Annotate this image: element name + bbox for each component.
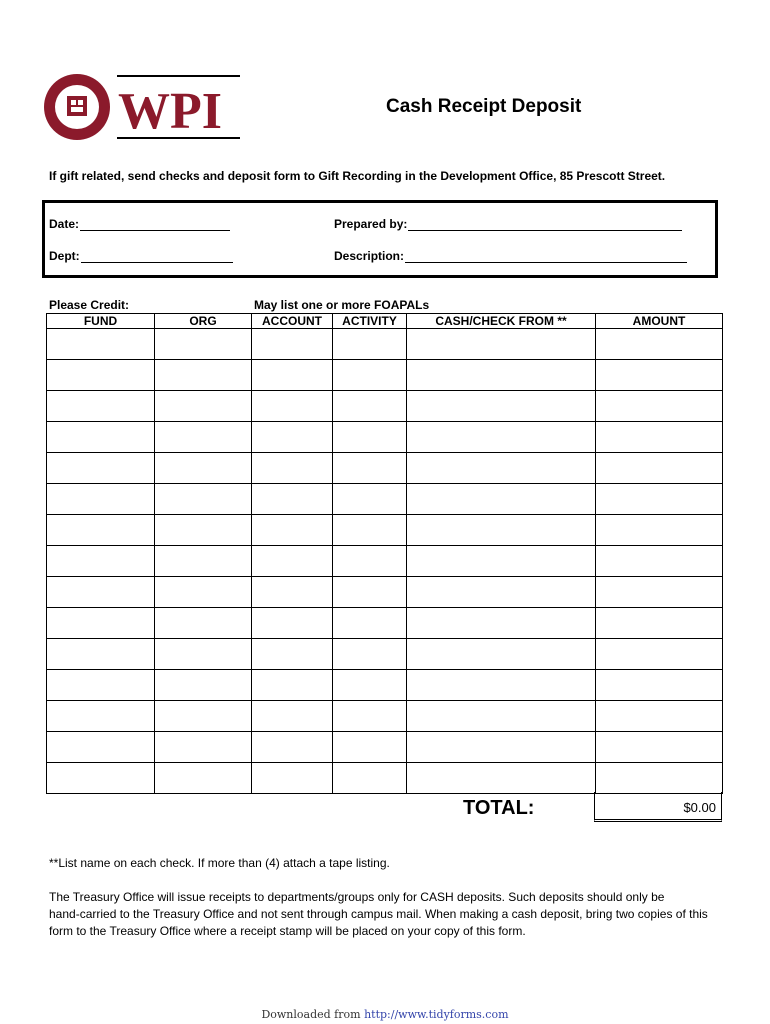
cell-amount[interactable]: [596, 608, 723, 639]
cell-fund[interactable]: [47, 577, 155, 608]
cell-fund[interactable]: [47, 639, 155, 670]
cell-amount[interactable]: [596, 546, 723, 577]
cell-account[interactable]: [252, 639, 333, 670]
cell-account[interactable]: [252, 608, 333, 639]
cell-org[interactable]: [155, 453, 252, 484]
cell-org[interactable]: [155, 639, 252, 670]
cell-amount[interactable]: [596, 577, 723, 608]
table-row: [47, 329, 723, 360]
table-row: [47, 577, 723, 608]
cell-account[interactable]: [252, 763, 333, 794]
footer-prefix: Downloaded from: [261, 1008, 365, 1021]
date-field[interactable]: [49, 217, 230, 231]
cell-org[interactable]: [155, 360, 252, 391]
col-amount: AMOUNT: [596, 314, 723, 329]
table-row: [47, 763, 723, 794]
treasury-line: The Treasury Office will issue receipts to departments/groups only for CASH deposits. Such deposits should only be: [49, 890, 665, 904]
cell-amount[interactable]: [596, 701, 723, 732]
table-row: [47, 701, 723, 732]
table-row: [47, 608, 723, 639]
cell-fund[interactable]: [47, 484, 155, 515]
cell-cash-check-from[interactable]: [407, 577, 596, 608]
prepared-by-input-line[interactable]: [408, 218, 682, 231]
cell-cash-check-from[interactable]: [407, 329, 596, 360]
cell-fund[interactable]: [47, 422, 155, 453]
col-fund: FUND: [47, 314, 155, 329]
info-box: [42, 200, 718, 278]
cell-account[interactable]: [252, 546, 333, 577]
cell-activity[interactable]: [333, 422, 407, 453]
cell-fund[interactable]: [47, 360, 155, 391]
cell-activity[interactable]: [333, 329, 407, 360]
check-note: **List name on each check. If more than (4) attach a tape listing.: [49, 856, 390, 870]
cell-cash-check-from[interactable]: [407, 360, 596, 391]
cell-cash-check-from[interactable]: [407, 453, 596, 484]
cell-account[interactable]: [252, 422, 333, 453]
dept-label: Dept:: [49, 249, 80, 263]
cell-org[interactable]: [155, 670, 252, 701]
cell-activity[interactable]: [333, 763, 407, 794]
table-row: [47, 453, 723, 484]
cell-activity[interactable]: [333, 701, 407, 732]
col-activity: ACTIVITY: [333, 314, 407, 329]
col-cash-check-from: CASH/CHECK FROM **: [407, 314, 596, 329]
cell-org[interactable]: [155, 329, 252, 360]
foapal-note: May list one or more FOAPALs: [254, 298, 430, 312]
cell-org[interactable]: [155, 763, 252, 794]
cell-cash-check-from[interactable]: [407, 422, 596, 453]
col-org: ORG: [155, 314, 252, 329]
cell-cash-check-from[interactable]: [407, 515, 596, 546]
cell-org[interactable]: [155, 608, 252, 639]
prepared-by-label: Prepared by:: [334, 217, 408, 231]
table-row: [47, 670, 723, 701]
date-input-line[interactable]: [80, 218, 230, 231]
cell-activity[interactable]: [333, 360, 407, 391]
total-value: $0.00: [594, 792, 722, 822]
cell-activity[interactable]: [333, 670, 407, 701]
cell-cash-check-from[interactable]: [407, 763, 596, 794]
cell-account[interactable]: [252, 329, 333, 360]
table-row: [47, 546, 723, 577]
cell-activity[interactable]: [333, 391, 407, 422]
cell-org[interactable]: [155, 701, 252, 732]
cell-org[interactable]: [155, 546, 252, 577]
page-title: Cash Receipt Deposit: [386, 96, 582, 117]
cell-activity[interactable]: [333, 732, 407, 763]
cell-account[interactable]: [252, 732, 333, 763]
cell-cash-check-from[interactable]: [407, 546, 596, 577]
table-row: [47, 732, 723, 763]
cell-fund[interactable]: [47, 515, 155, 546]
table-row: [47, 515, 723, 546]
cell-fund[interactable]: [47, 546, 155, 577]
cell-cash-check-from[interactable]: [407, 701, 596, 732]
cell-activity[interactable]: [333, 453, 407, 484]
cell-amount[interactable]: [596, 391, 723, 422]
cell-amount[interactable]: [596, 329, 723, 360]
description-input-line[interactable]: [405, 250, 687, 263]
description-field[interactable]: [334, 249, 687, 263]
please-credit-label: Please Credit:: [49, 298, 130, 312]
footer: [0, 1008, 770, 1021]
deposit-table: [46, 313, 723, 794]
treasury-line: form to the Treasury Office where a receipt stamp will be placed on your copy of this form.: [49, 924, 526, 938]
total-label: TOTAL:: [463, 797, 535, 819]
cell-fund[interactable]: [47, 453, 155, 484]
cell-amount[interactable]: [596, 670, 723, 701]
cell-amount[interactable]: [596, 732, 723, 763]
cell-org[interactable]: [155, 422, 252, 453]
table-row: [47, 391, 723, 422]
table-header-row: [47, 314, 723, 329]
cell-amount[interactable]: [596, 422, 723, 453]
cell-fund[interactable]: [47, 608, 155, 639]
cell-account[interactable]: [252, 515, 333, 546]
cell-org[interactable]: [155, 484, 252, 515]
description-label: Description:: [334, 249, 405, 263]
treasury-paragraph: [49, 889, 749, 940]
cell-account[interactable]: [252, 391, 333, 422]
logo-text: WPI: [118, 83, 222, 140]
cell-cash-check-from[interactable]: [407, 608, 596, 639]
table-row: [47, 639, 723, 670]
cell-amount[interactable]: [596, 515, 723, 546]
cell-fund[interactable]: [47, 763, 155, 794]
cell-fund[interactable]: [47, 391, 155, 422]
table-body: [47, 329, 723, 794]
cell-org[interactable]: [155, 577, 252, 608]
cell-account[interactable]: [252, 670, 333, 701]
footer-link[interactable]: http://www.tidyforms.com: [364, 1008, 509, 1021]
cell-account[interactable]: [252, 577, 333, 608]
wpi-logo: [42, 72, 242, 142]
cell-cash-check-from[interactable]: [407, 391, 596, 422]
cell-cash-check-from[interactable]: [407, 484, 596, 515]
table-row: [47, 360, 723, 391]
col-account: ACCOUNT: [252, 314, 333, 329]
cell-activity[interactable]: [333, 515, 407, 546]
cell-amount[interactable]: [596, 763, 723, 794]
cell-cash-check-from[interactable]: [407, 670, 596, 701]
cell-activity[interactable]: [333, 608, 407, 639]
cell-amount[interactable]: [596, 453, 723, 484]
cell-activity[interactable]: [333, 484, 407, 515]
cell-cash-check-from[interactable]: [407, 639, 596, 670]
cell-activity[interactable]: [333, 639, 407, 670]
cell-fund[interactable]: [47, 670, 155, 701]
cell-fund[interactable]: [47, 329, 155, 360]
date-label: Date:: [49, 217, 80, 231]
cell-account[interactable]: [252, 701, 333, 732]
prepared-by-field[interactable]: [334, 217, 682, 231]
cell-account[interactable]: [252, 484, 333, 515]
dept-input-line[interactable]: [81, 250, 233, 263]
cell-cash-check-from[interactable]: [407, 732, 596, 763]
gift-instructions: If gift related, send checks and deposit form to Gift Recording in the Development Office, 85 Prescott Street.: [49, 169, 666, 183]
cell-amount[interactable]: [596, 639, 723, 670]
cell-org[interactable]: [155, 732, 252, 763]
cell-org[interactable]: [155, 391, 252, 422]
cell-activity[interactable]: [333, 546, 407, 577]
cell-account[interactable]: [252, 360, 333, 391]
cell-fund[interactable]: [47, 701, 155, 732]
cell-amount[interactable]: [596, 484, 723, 515]
cell-activity[interactable]: [333, 577, 407, 608]
table-row: [47, 422, 723, 453]
dept-field[interactable]: [49, 249, 233, 263]
cell-org[interactable]: [155, 515, 252, 546]
treasury-line: hand-carried to the Treasury Office and not sent through campus mail. When making a cash deposit, bring two copies of this: [49, 907, 708, 921]
table-row: [47, 484, 723, 515]
cell-fund[interactable]: [47, 732, 155, 763]
cell-account[interactable]: [252, 453, 333, 484]
cell-amount[interactable]: [596, 360, 723, 391]
